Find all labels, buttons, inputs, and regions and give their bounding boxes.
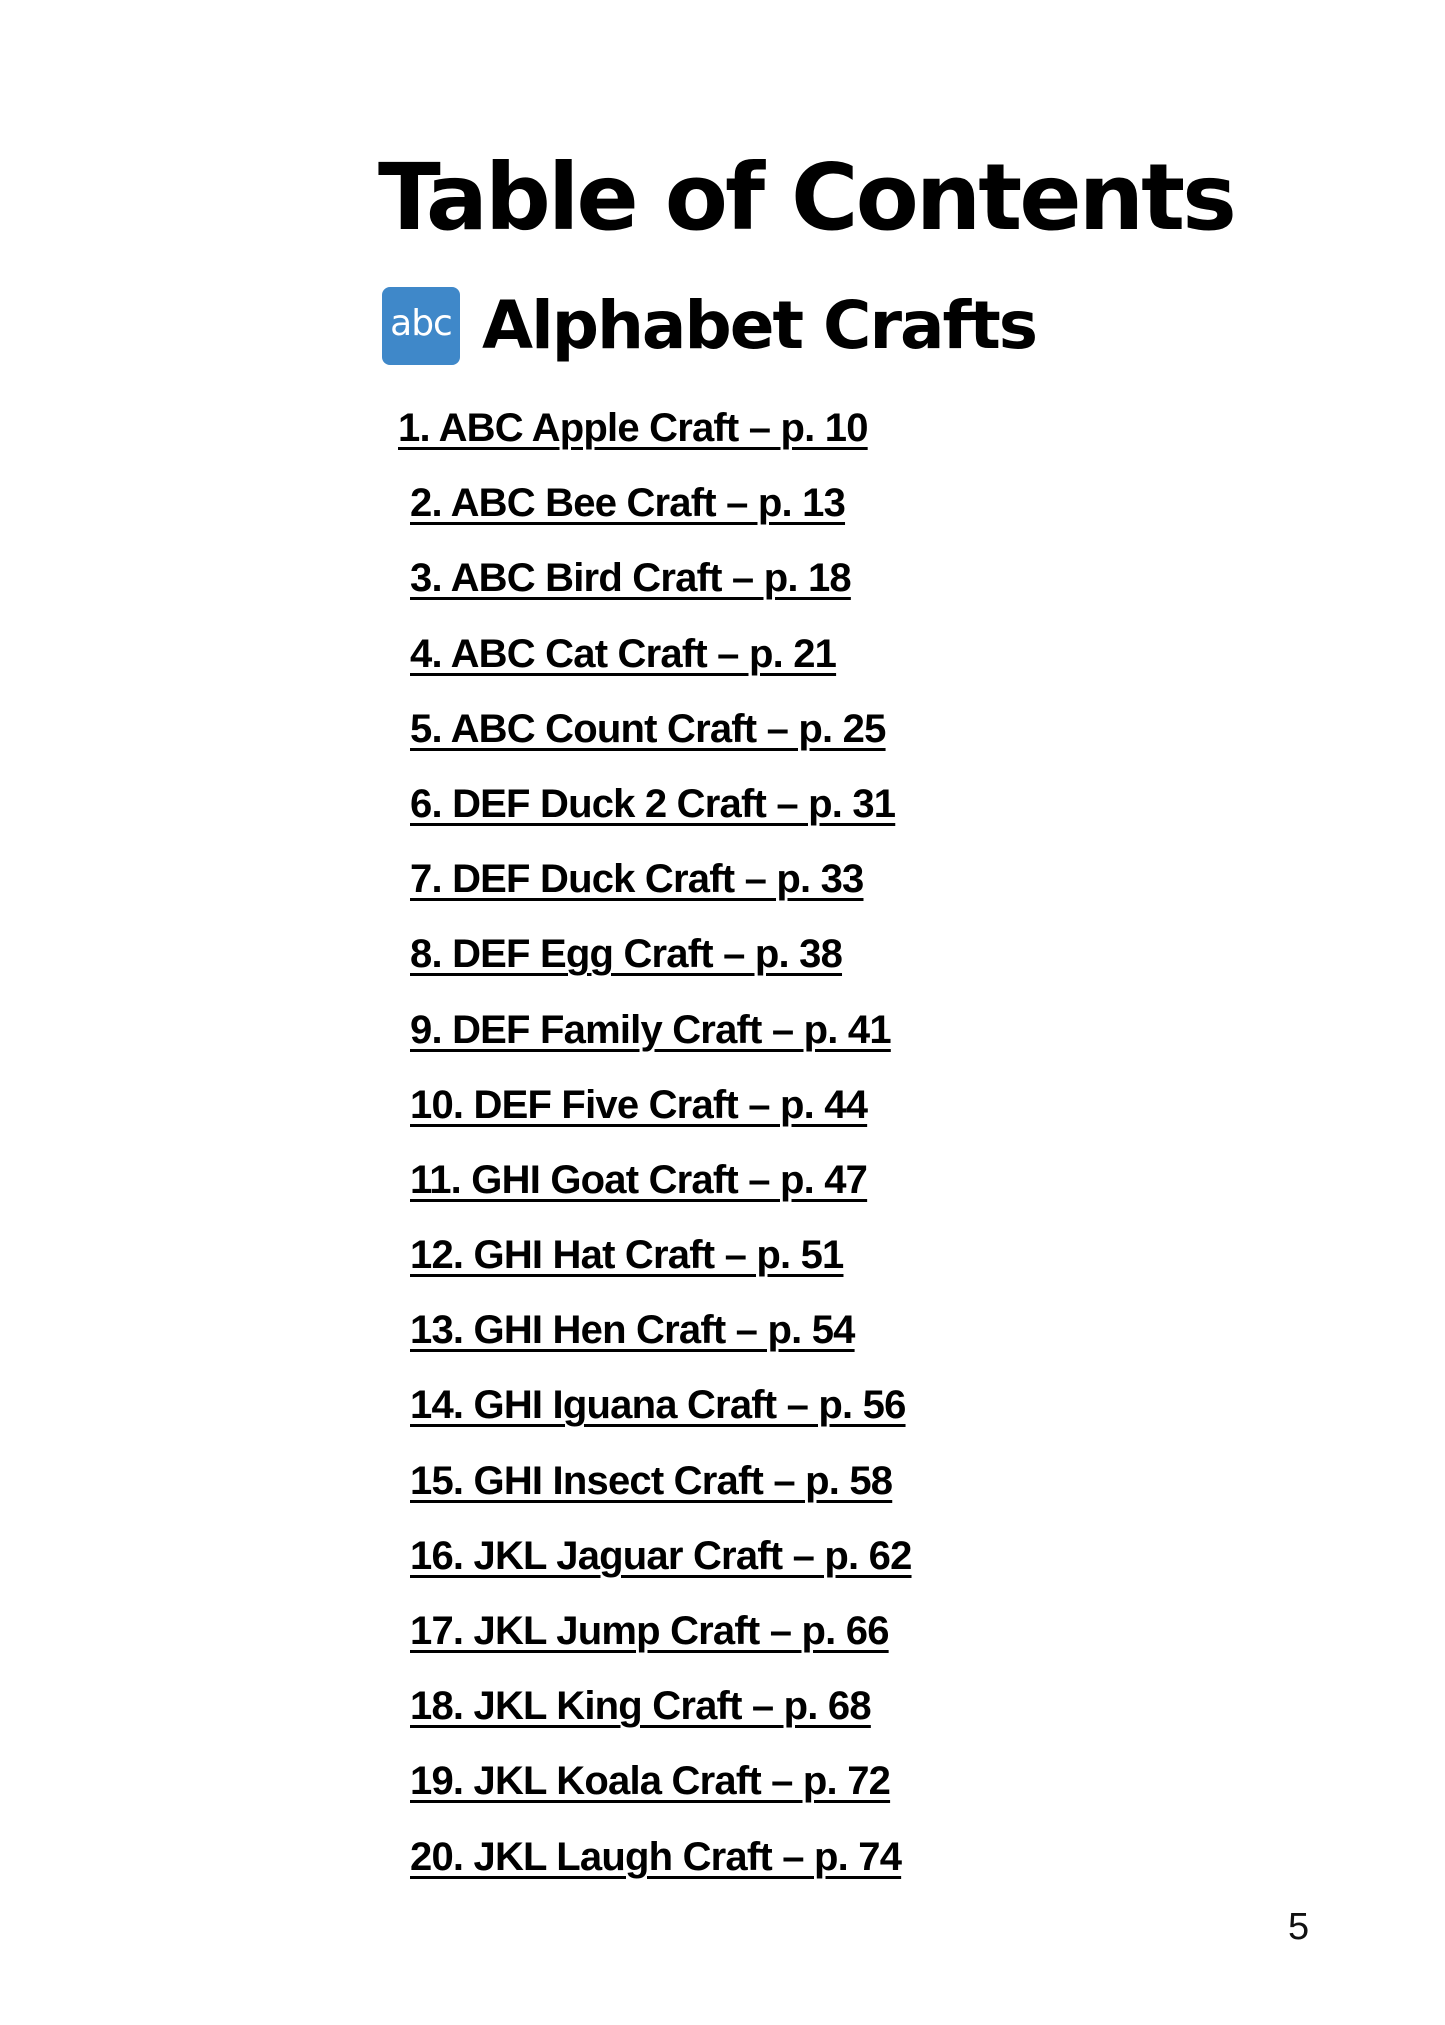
toc-link-def-family-craft[interactable]: 9. DEF Family Craft – p. 41 bbox=[410, 1007, 891, 1052]
toc-item bbox=[398, 405, 912, 480]
toc-link-def-duck-2-craft[interactable]: 6. DEF Duck 2 Craft – p. 31 bbox=[410, 781, 896, 826]
toc-item bbox=[398, 931, 912, 1006]
toc-item bbox=[398, 1157, 912, 1232]
section-title: Alphabet Crafts bbox=[482, 287, 1037, 364]
toc-link-def-egg-craft[interactable]: 8. DEF Egg Craft – p. 38 bbox=[410, 932, 843, 977]
toc-item bbox=[398, 1683, 912, 1758]
toc-item bbox=[398, 1608, 912, 1683]
toc-link-def-duck-craft[interactable]: 7. DEF Duck Craft – p. 33 bbox=[410, 857, 864, 902]
toc-item bbox=[398, 631, 912, 706]
toc-link-ghi-hen-craft[interactable]: 13. GHI Hen Craft – p. 54 bbox=[410, 1308, 855, 1353]
toc-item bbox=[398, 1758, 912, 1833]
abc-icon bbox=[382, 287, 460, 365]
toc-link-jkl-laugh-craft[interactable]: 20. JKL Laugh Craft – p. 74 bbox=[410, 1834, 902, 1879]
toc-link-jkl-jump-craft[interactable]: 17. JKL Jump Craft – p. 66 bbox=[410, 1609, 889, 1653]
toc-link-ghi-hat-craft[interactable]: 12. GHI Hat Craft – p. 51 bbox=[410, 1233, 844, 1278]
toc-link-ghi-iguana-craft[interactable]: 14. GHI Iguana Craft – p. 56 bbox=[410, 1383, 906, 1428]
toc-link-ghi-insect-craft[interactable]: 15. GHI Insect Craft – p. 58 bbox=[410, 1458, 893, 1503]
toc-link-jkl-jaguar-craft[interactable]: 16. JKL Jaguar Craft – p. 62 bbox=[410, 1533, 912, 1578]
toc-item bbox=[398, 1533, 912, 1608]
toc-link-jkl-koala-craft[interactable]: 19. JKL Koala Craft – p. 72 bbox=[410, 1759, 891, 1804]
toc-link-abc-cat-craft[interactable]: 4. ABC Cat Craft – p. 21 bbox=[410, 631, 837, 676]
page-number: 5 bbox=[1288, 1906, 1310, 1948]
page-title: Table of Contents bbox=[378, 144, 1234, 251]
toc-item bbox=[398, 1458, 912, 1533]
toc-link-abc-bird-craft[interactable]: 3. ABC Bird Craft – p. 18 bbox=[410, 556, 851, 601]
toc-item bbox=[398, 480, 912, 555]
toc-item bbox=[398, 781, 912, 856]
toc-link-abc-count-craft[interactable]: 5. ABC Count Craft – p. 25 bbox=[410, 706, 886, 751]
toc-link-jkl-king-craft[interactable]: 18. JKL King Craft – p. 68 bbox=[410, 1684, 871, 1729]
toc-item bbox=[398, 1834, 912, 1909]
toc-item bbox=[398, 1082, 912, 1157]
abc-icon-text: abc bbox=[390, 303, 452, 344]
toc-link-abc-apple-craft[interactable]: 1. ABC Apple Craft – p. 10 bbox=[398, 406, 868, 450]
toc-link-abc-bee-craft[interactable]: 2. ABC Bee Craft – p. 13 bbox=[410, 481, 846, 526]
toc-list bbox=[398, 405, 912, 1909]
toc-item bbox=[398, 1007, 912, 1082]
toc-link-def-five-craft[interactable]: 10. DEF Five Craft – p. 44 bbox=[410, 1082, 868, 1127]
toc-item bbox=[398, 1307, 912, 1382]
toc-item bbox=[398, 856, 912, 931]
section-header bbox=[382, 286, 1036, 366]
toc-item bbox=[398, 1382, 912, 1457]
toc-item bbox=[398, 1232, 912, 1307]
toc-item bbox=[398, 706, 912, 781]
toc-item bbox=[398, 555, 912, 630]
toc-link-ghi-goat-craft[interactable]: 11. GHI Goat Craft – p. 47 bbox=[410, 1157, 868, 1202]
